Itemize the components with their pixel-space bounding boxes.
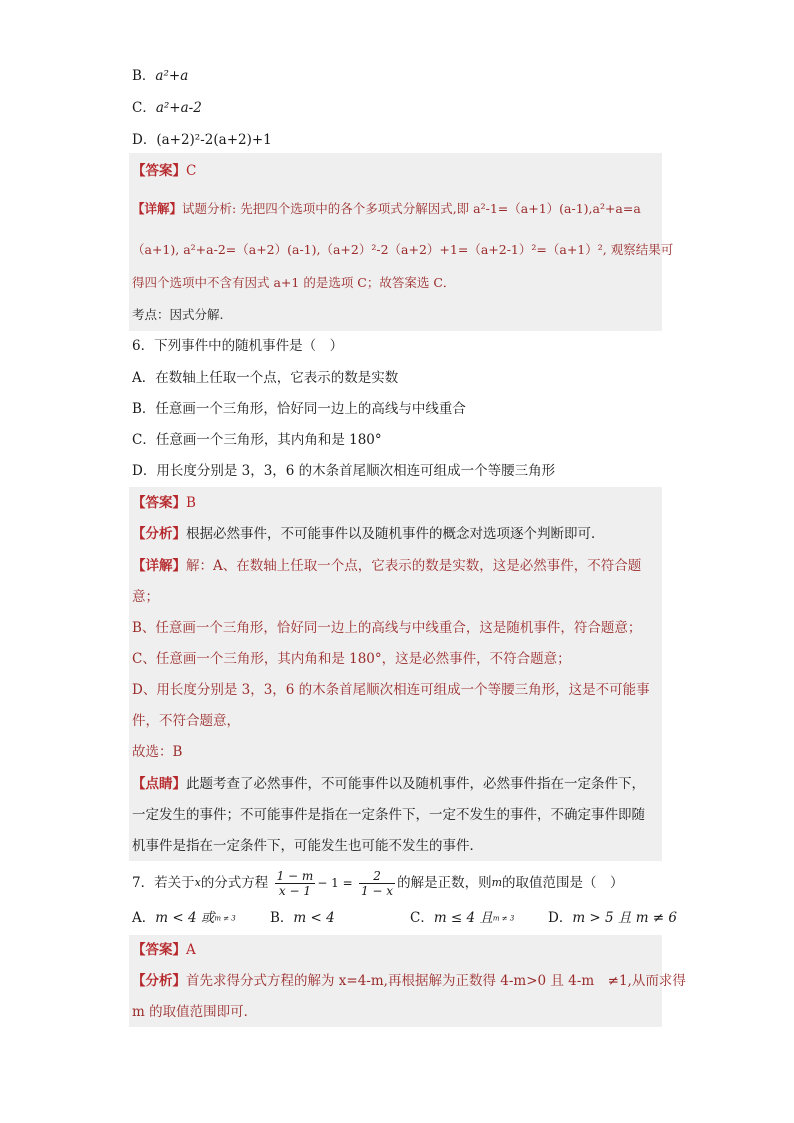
q5-point: 考点：因式分解.	[132, 307, 224, 322]
q7-fraction-right: $\frac{2}{1 - x}$	[360, 869, 394, 898]
q5-detail-line-3: 得四个选项中不含有因式 a+1 的是选项 C；故答案选 C．	[132, 275, 456, 290]
q5-answer: 【答案】C	[132, 163, 197, 179]
q7-option-a: A．m < 4 或m ≠ 3	[132, 910, 236, 926]
q6-option-d: D．用长度分别是 3，3，6 的木条首尾顺次相连可组成一个等腰三角形	[132, 463, 556, 479]
q6-stem: 6．下列事件中的随机事件是（ ）	[132, 338, 344, 354]
q6-analysis: 【分析】根据必然事件，不可能事件以及随机事件的概念对选项逐个判断即可．	[132, 526, 605, 542]
q5-detail-line-1: 【详解】试题分析: 先把四个选项中的各个多项式分解因式,即 a²-1=（a+1）(a-1),a²+a=a	[132, 201, 641, 216]
q6-option-c: C．任意画一个三角形，其内角和是 180°	[132, 432, 382, 448]
q7-option-c: C．m ≤ 4 且m ≠ 3	[410, 910, 515, 926]
q7-answer: 【答案】A	[132, 942, 196, 958]
q6-comment-line-1: 【点睛】此题考查了必然事件，不可能事件以及随机事件，必然事件指在一定条件下，	[132, 776, 645, 792]
q6-option-b: B．任意画一个三角形，恰好同一边上的高线与中线重合	[132, 401, 466, 417]
q5-option-c: C．a²+a-2	[132, 100, 202, 116]
q5-option-d: D．(a+2)²-2(a+2)+1	[132, 132, 272, 148]
q6-detail-line-2: B、任意画一个三角形，恰好同一边上的高线与中线重合，这是随机事件，符合题意；	[132, 620, 642, 636]
q7-analysis-line-2: m 的取值范围即可．	[132, 1004, 258, 1020]
q6-detail-line-3: C、任意画一个三角形，其内角和是 180°，这是必然事件，不符合题意；	[132, 651, 571, 667]
q7-fraction-left: $\frac{1 - m}{x - 1}$	[276, 869, 314, 898]
q6-detail-line-5: 故选：B	[132, 744, 183, 760]
q6-detail-line-1: 【详解】解：A、在数轴上任取一个点，它表示的数是实数，这是必然事件，不符合题	[132, 558, 642, 574]
q6-detail-line-4b: 件，不符合题意，	[132, 713, 240, 729]
q6-comment-line-3: 机事件是指在一定条件下，可能发生也可能不发生的事件．	[132, 838, 483, 854]
q6-comment-line-2: 一定发生的事件；不可能事件是指在一定条件下，一定不发生的事件，不确定事件即随	[132, 807, 645, 823]
q7-option-d: D．m > 5 且 m ≠ 6	[548, 910, 677, 926]
q5-detail-line-2: （a+1), a²+a-2=（a+2）(a-1),（a+2）²-2（a+2）+1=（a+2-1）²=（a+1）², 观察结果可	[132, 242, 674, 257]
q6-detail-line-1b: 意；	[132, 589, 159, 605]
q6-answer: 【答案】B	[132, 495, 196, 511]
q5-option-b: B．a²+a	[132, 68, 189, 84]
q6-detail-line-4: D、用长度分别是 3，3，6 的木条首尾顺次相连可组成一个等腰三角形，这是不可能事	[132, 682, 650, 698]
q7-option-b: B．m < 4	[270, 910, 335, 926]
q7-stem: 7．若关于$^x$的分式方程 $\frac{1 - m}{x - 1}$ − 1 = $\frac{2}{1 - x}$ 的解是正数，则$^m$的取值范围是（ ）	[132, 869, 624, 898]
q6-option-a: A．在数轴上任取一个点，它表示的数是实数	[132, 370, 399, 386]
q7-analysis-line-1: 【分析】首先求得分式方程的解为 x=4-m,再根据解为正数得 4-m>0 且 4-m ≠1,从而求得	[132, 973, 686, 989]
